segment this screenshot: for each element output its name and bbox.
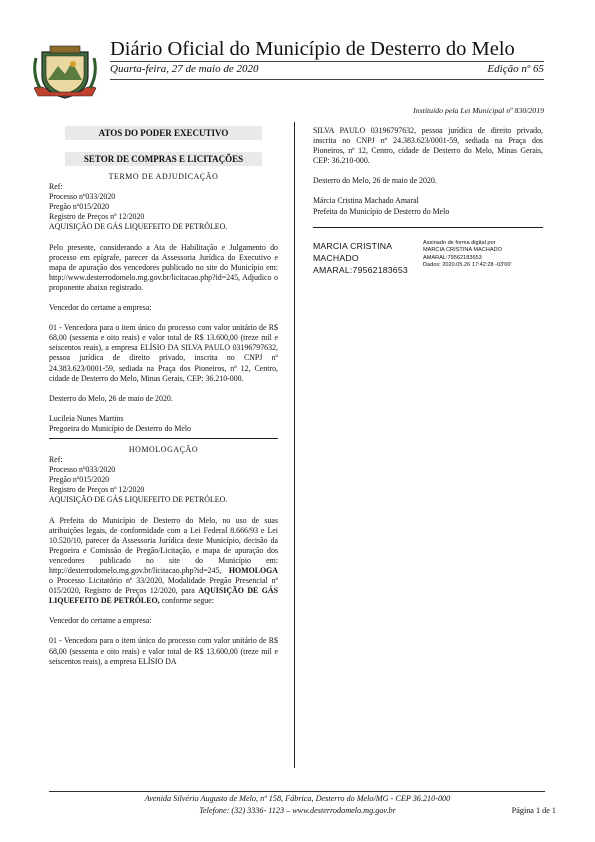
homologation-signer-role: Prefeita do Município de Desterro do Melo <box>313 206 450 216</box>
digital-signature-name <box>313 240 417 276</box>
adjudication-ref: Ref: <box>49 182 63 192</box>
homologation-heading: HOMOLOGAÇÃO <box>128 444 199 454</box>
signature-name-line: AMARAL:79562183653 <box>313 264 408 275</box>
digital-signature-metadata <box>423 240 512 276</box>
adjudication-object: AQUISIÇÃO DE GÁS LIQUEFEITO DE PETRÓLEO. <box>49 222 228 232</box>
homologation-homologa-label: HOMOLOGA <box>228 566 278 575</box>
adjudication-heading: TERMO DE ADJUDICAÇÃO <box>108 172 219 181</box>
header-divider <box>110 61 544 62</box>
homologation-company-name: ELÍSIO DA <box>138 656 177 666</box>
homologation-object: AQUISIÇÃO DE GÁS LIQUEFEITO DE PETRÓLEO. <box>49 495 228 505</box>
signature-meta-line: Dados: 2020.05.26 17:42:28 -03'00' <box>423 262 512 269</box>
homologation-place-date: Desterro do Melo, 26 de maio de 2020. <box>313 176 437 186</box>
homologation-paragraph-text: A Prefeita do Município de Desterro do Melo, no uso de suas atribuições legais, de conformidade com a Lei Federal 8.666/93 e Lei 10.520/10, parecer da Assessoria Jurídica deste Município, decisão da Pregoeira e Comissão de Pregão/Licitação, e mapa de apuração dos vencedores publicado no site do Município em: http://desterrodomelo.mg.gov.br/licitacao.php?id=245, <box>49 515 278 575</box>
adjudication-item-text-2: 03196797632, pessoa jurídica de direito privado, inscrita no CNPJ nº 24.383.623/0001-59, sediada na Praça dos Pioneiros, nº 12, Centro, cidade de Desterro do Melo, Minas Gerais, CEP: 36.210-000. <box>49 343 278 383</box>
homologation-item-continuation <box>313 126 543 166</box>
adjudication-price-registry: Registro de Preços nº 12/2020 <box>49 212 145 222</box>
homologation-process: Processo nº033/2020 <box>49 465 116 475</box>
page-title: Diário Oficial do Município de Desterro do Melo <box>110 38 515 60</box>
instituted-by-law: Instituído pela Lei Municipal nº 830/2019 <box>413 106 544 115</box>
homologation-auction: Pregão nº015/2020 <box>49 475 110 485</box>
adjudication-process: Processo nº033/2020 <box>49 192 116 202</box>
header-divider-bottom <box>110 79 544 80</box>
homologation-item-text: 01 - Vencedora para o item único do processo com valor unitário de R$ 68,00 (sessenta e oito reais) e valor total de R$ 13.600,00 (treze mil e seiscentos reais), a empresa <box>49 636 278 666</box>
adjudication-item <box>49 323 278 384</box>
digital-signature-block <box>313 240 543 276</box>
municipal-coat-of-arms-icon <box>32 44 98 100</box>
signature-meta-line: MARCIA CRISTINA MACHADO <box>423 247 502 254</box>
adjudication-company-name: ELÍSIO DA SILVA PAULO <box>140 343 231 353</box>
homologation-paragraph-text-b: o Processo Licitatório nº 33/2020, Modalidade Pregão Presencial nº 015/2020, Registro de Preços 12/2020, para <box>49 576 278 596</box>
homologation-object-bold: AQUISIÇÃO DE GÁS LIQUEFEITO DE PETRÓLEO, <box>49 586 278 606</box>
adjudication-place-date: Desterro do Melo, 26 de maio de 2020. <box>49 393 173 403</box>
adjudication-paragraph: Pelo presente, considerando a Ata de Habilitação e Julgamento do processo em epígrafe, parecer da Assessoria Jurídica do Executivo e mapa de apuração dos vencedores publicado no site do Município em: http://www.desterrodomelo.mg.gov.br/licitacao.php?id=245, Adjudico o proponente abaixo registrado. <box>49 242 278 292</box>
homologation-price-registry: Registro de Preços nº 12/2020 <box>49 485 145 495</box>
homologation-paragraph-text-d: conforme segue: <box>161 596 214 606</box>
page-number: Página 1 de 1 <box>511 806 556 815</box>
footer-contact: Telefone: (32) 3336- 1123 – www.desterrodomelo.mg.gov.br <box>199 806 396 815</box>
homologation-item <box>49 636 278 666</box>
footer-address: Avenida Silvério Augusto de Melo, nº 158, Fábrica, Desterro do Melo/MG - CEP 36.210-000 <box>144 794 451 803</box>
homologation-signer: Márcia Cristina Machado Amaral <box>313 196 419 206</box>
left-column <box>49 126 278 667</box>
adjudication-winner-label: Vencedor do certame a empresa: <box>49 303 152 313</box>
homologation-ref: Ref: <box>49 455 63 465</box>
adjudication-auction: Pregão nº015/2020 <box>49 202 110 212</box>
homologation-paragraph <box>49 516 278 607</box>
homologation-item-text-continued: 03196797632, pessoa jurídica de direito privado, inscrita no CNPJ nº 24.383.623/0001-59, sediada na Praça dos Pioneiros, nº 12, Centro, cidade de Desterro do Melo, Minas Gerais, CEP: 36.210-000. <box>313 126 543 166</box>
footer-divider <box>49 791 545 792</box>
signature-name-line: MARCIA CRISTINA <box>313 240 393 251</box>
section-title-purchasing: SETOR DE COMPRAS E LICITAÇÕES <box>65 152 262 166</box>
column-divider <box>294 122 295 768</box>
adjudication-signer: Lucileia Nunes Martins <box>49 413 124 423</box>
signature-meta-line: Assinado de forma digital por <box>423 239 496 246</box>
signature-meta-line: AMARAL:79562183653 <box>423 254 482 261</box>
edition-number: Edição nº 65 <box>487 63 544 75</box>
signature-divider <box>313 227 543 228</box>
publication-date: Quarta-feira, 27 de maio de 2020 <box>110 63 259 75</box>
homologation-winner-label: Vencedor do certame a empresa: <box>49 616 152 626</box>
signature-name-line: MACHADO <box>313 252 359 263</box>
right-column <box>313 126 543 276</box>
section-title-executive: ATOS DO PODER EXECUTIVO <box>65 126 262 140</box>
homologation-company-name-continued: SILVA PAULO <box>313 126 366 135</box>
adjudication-item-text: 01 - Vencedora para o item único do processo com valor unitário de R$ 68,00 (sessenta e oito reais) e valor total de R$ 13.600,00 (treze mil e seiscentos reais), a empresa <box>49 323 278 353</box>
adjudication-signer-role: Pregoeira do Município de Desterro do Melo <box>49 423 191 433</box>
